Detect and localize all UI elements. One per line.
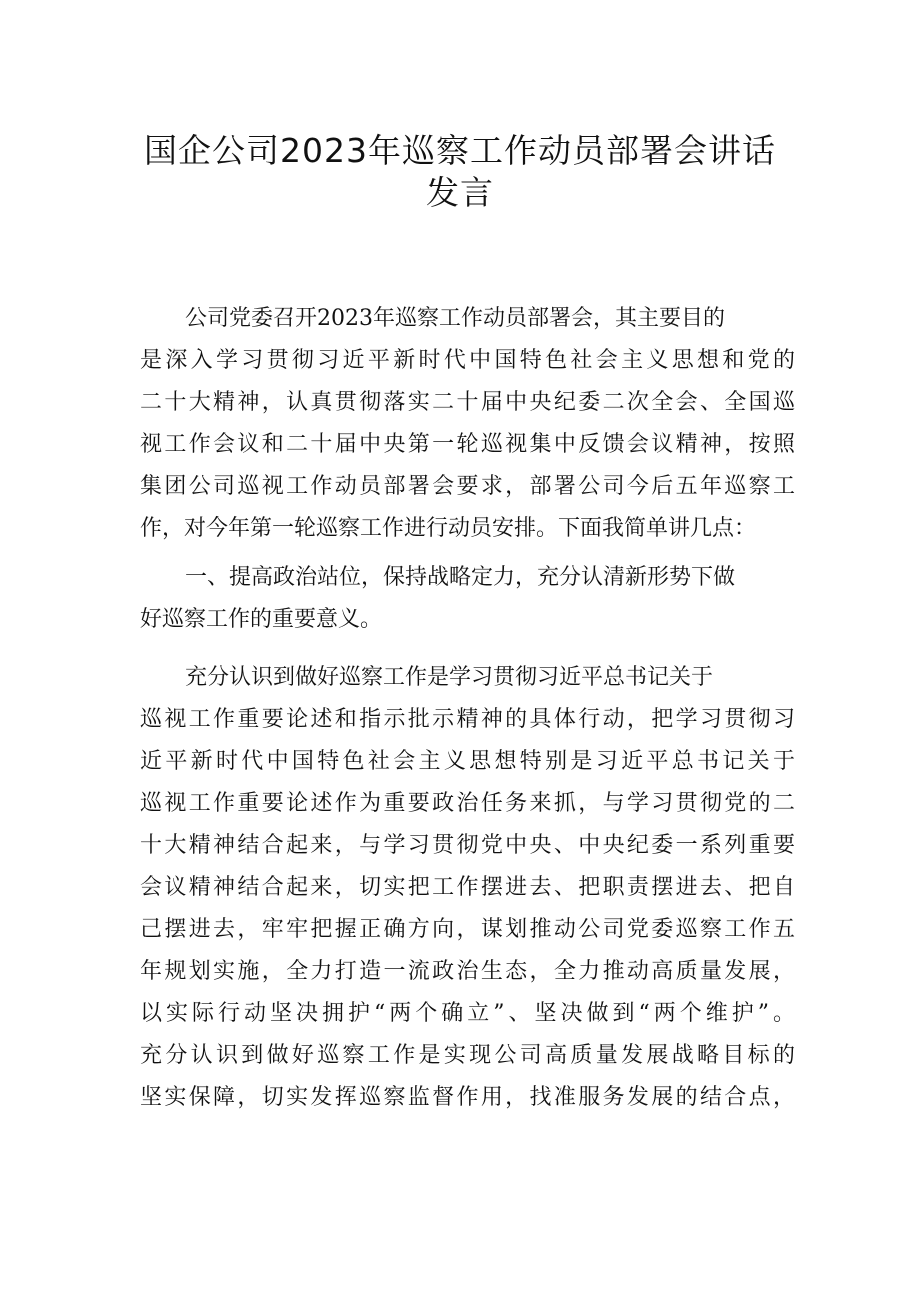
text-line: 年规划实施，全力打造一流政治生态，全力推动高质量发展，: [140, 959, 795, 984]
text-line: 会议精神结合起来，切实把工作摆进去、把职责摆进去、把自: [140, 875, 795, 900]
text-line: 作，对今年第一轮巡察工作进行动员安排。下面我简单讲几点：: [140, 516, 757, 541]
text-line: 以实际行动坚决拥护“两个确立”、坚决做到“两个维护”。: [140, 1001, 795, 1026]
text-line: 是深入学习贯彻习近平新时代中国特色社会主义思想和党的: [140, 348, 795, 373]
text-line: 公司党委召开2023年巡察工作动员部署会，其主要目的: [185, 306, 725, 331]
text-line: 己摆进去，牢牢把握正确方向，谋划推动公司党委巡察工作五: [140, 917, 795, 942]
paragraph-intro: [140, 298, 795, 550]
document-body: [140, 298, 795, 1119]
paragraph-body-1: [140, 657, 795, 1119]
text-line: 视工作会议和二十届中央第一轮巡视集中反馈会议精神，按照: [140, 432, 795, 457]
text-line: 集团公司巡视工作动员部署会要求，部署公司今后五年巡察工: [140, 474, 795, 499]
section-heading-line: 好巡察工作的重要意义。: [140, 607, 383, 632]
text-line: 巡视工作重要论述和指示批示精神的具体行动，把学习贯彻习: [140, 707, 795, 732]
title-line: 发言: [426, 173, 494, 212]
document-title: [110, 126, 810, 210]
text-line: 二十大精神，认真贯彻落实二十届中央纪委二次全会、全国巡: [140, 390, 795, 415]
text-line: 坚实保障，切实发挥巡察监督作用，找准服务发展的结合点，: [140, 1085, 795, 1110]
paragraph-heading-1: [140, 557, 795, 641]
text-line: 充分认识到做好巡察工作是实现公司高质量发展战略目标的: [140, 1043, 795, 1068]
text-line: 充分认识到做好巡察工作是学习贯彻习近平总书记关于: [185, 665, 714, 690]
text-line: 十大精神结合起来，与学习贯彻党中央、中央纪委一系列重要: [140, 833, 795, 858]
text-line: 近平新时代中国特色社会主义思想特别是习近平总书记关于: [140, 749, 795, 774]
section-heading-line: 一、提高政治站位，保持战略定力，充分认清新形势下做: [185, 565, 736, 590]
title-line: 国企公司2023年巡察工作动员部署会讲话: [144, 131, 776, 170]
text-line: 巡视工作重要论述作为重要政治任务来抓，与学习贯彻党的二: [140, 791, 795, 816]
